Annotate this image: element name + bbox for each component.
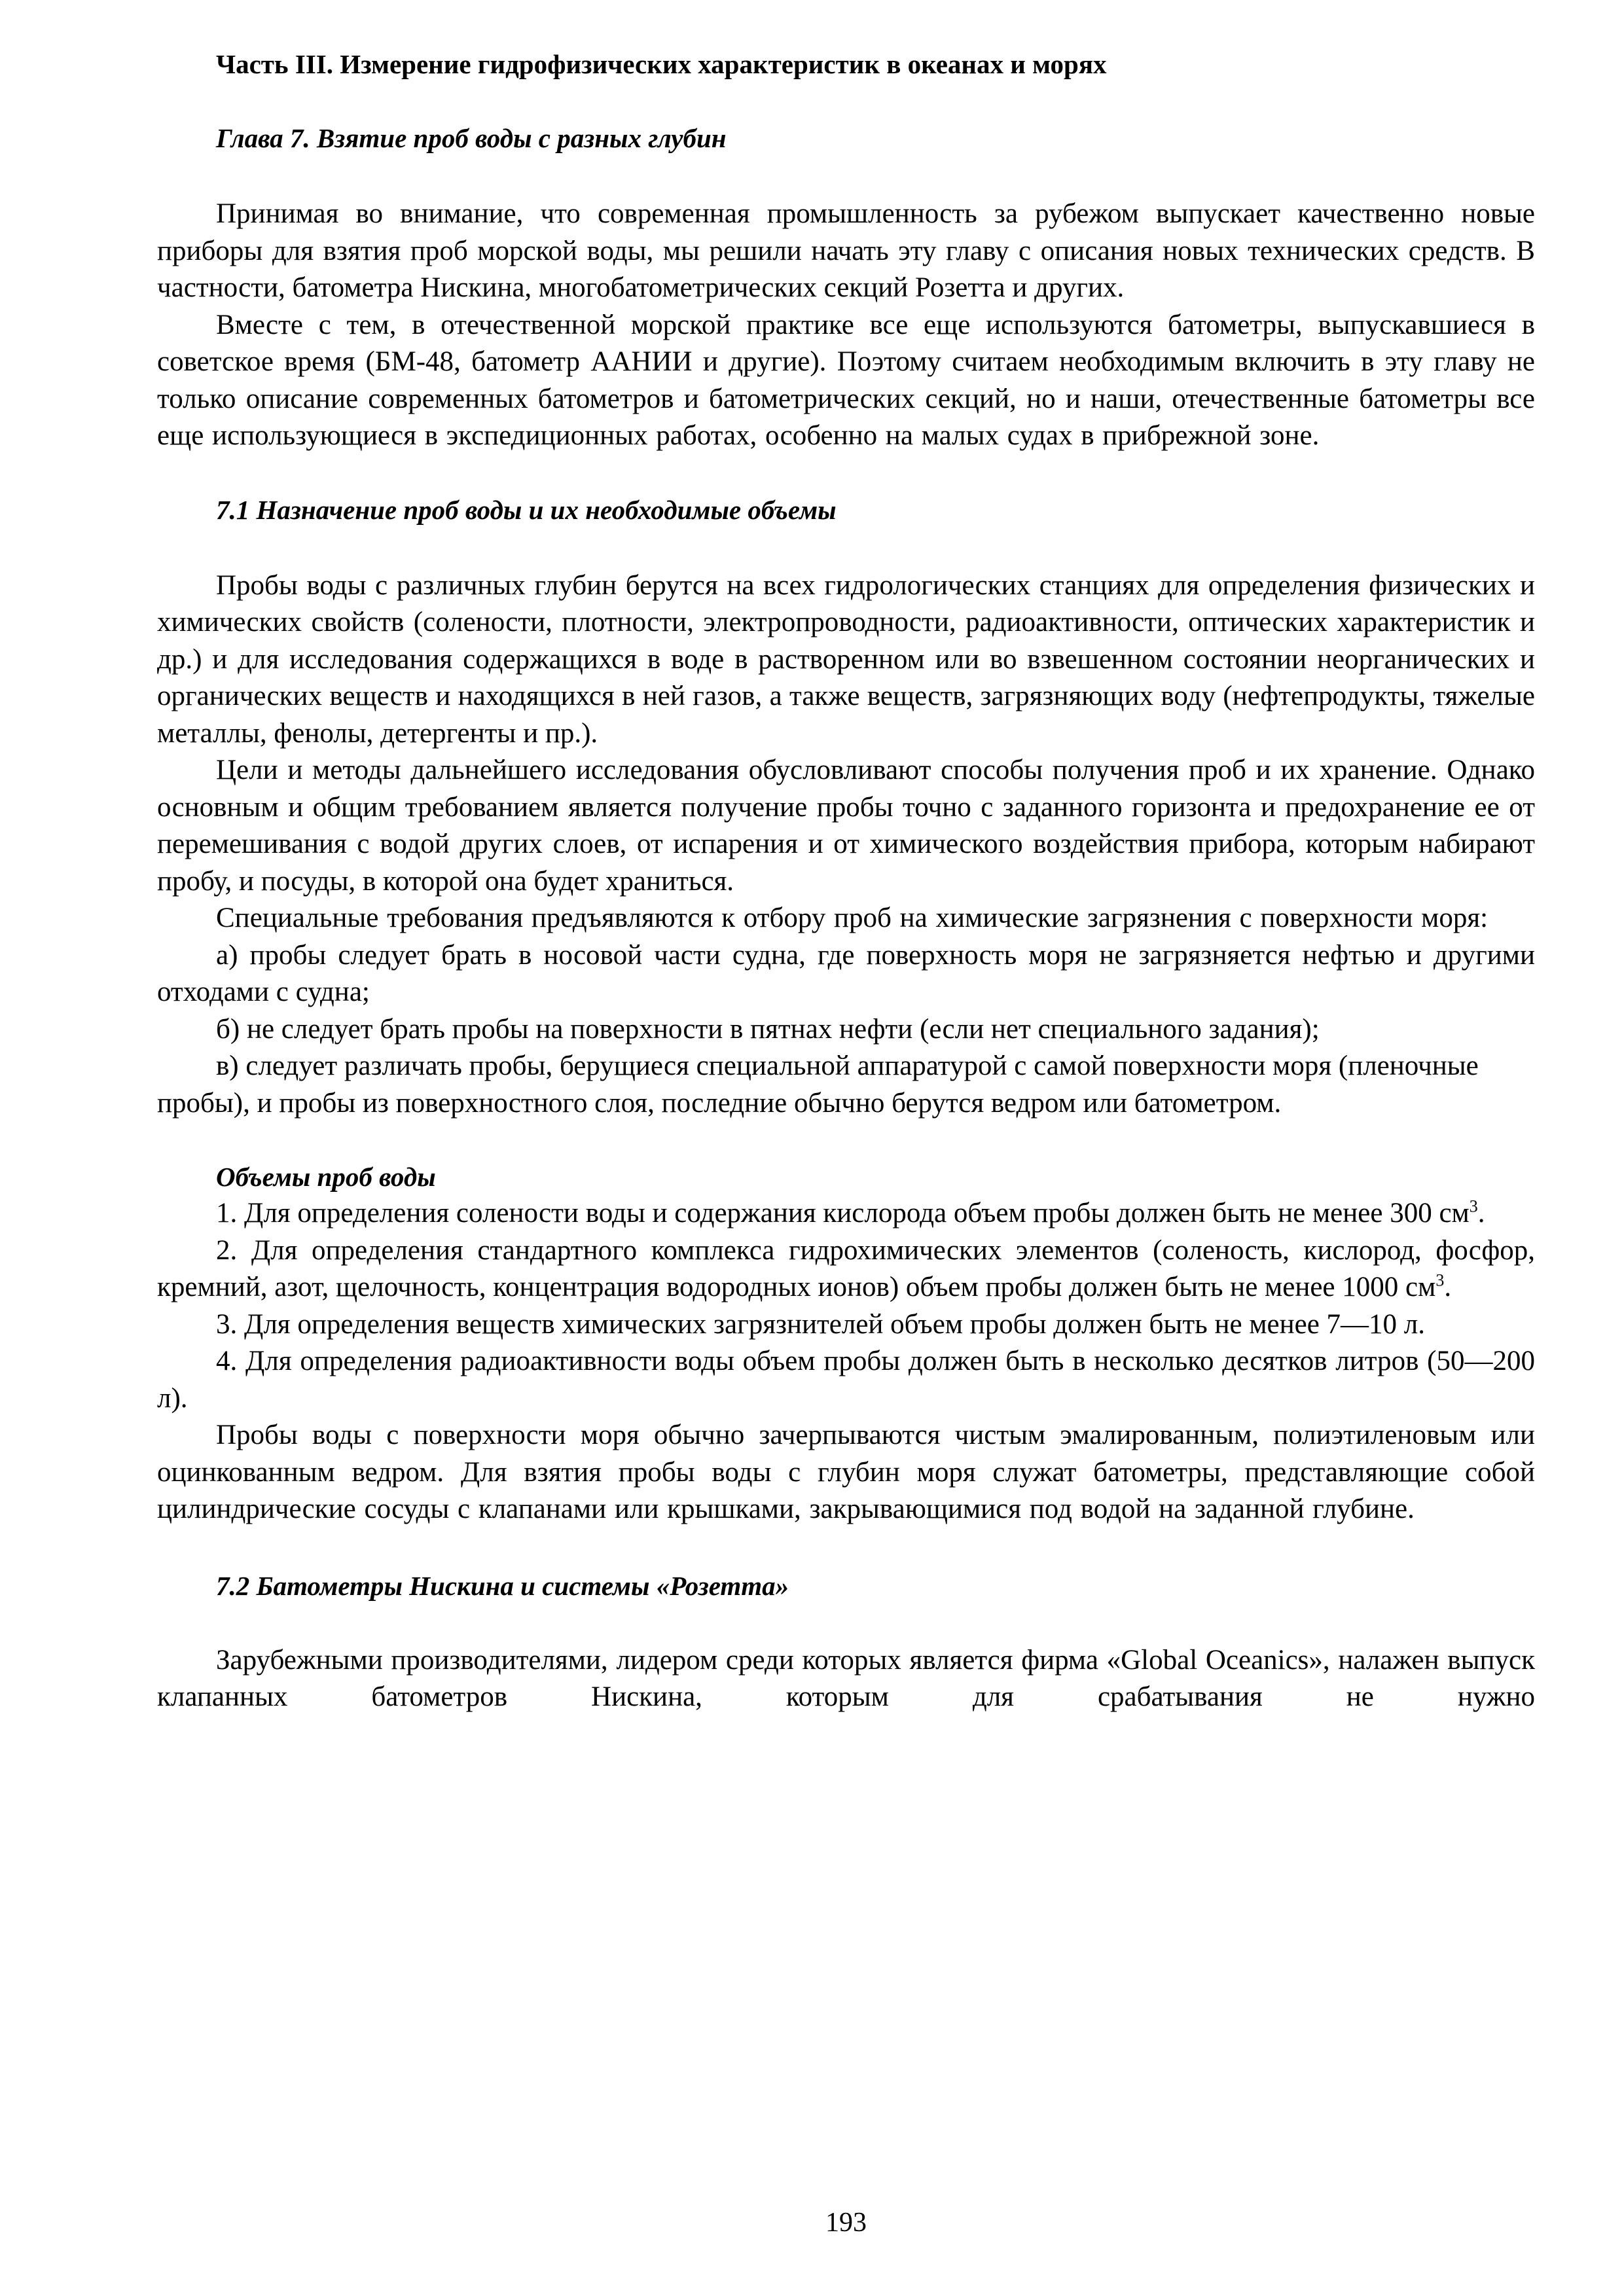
volume-item-1-text: 1. Для определения солености воды и содержания кислорода объем пробы должен быть не менее 300 см: [216, 1198, 1470, 1229]
section-7-1-paragraph-2: Цели и методы дальнейшего исследования обусловливают способы получения проб и их хранение. Однако основным и общим требованием является получение пробы точно с заданного горизонта и предохранение ее от перемешивания с водой других слоев, от испарения и от химического воздействия прибора, которым набирают пробу, и посуды, в которой она будет храниться.: [157, 755, 1535, 897]
spacer: [157, 455, 1535, 492]
chapter-title: Глава 7. Взятие проб воды с разных глубин: [216, 123, 727, 153]
superscript: 3: [1469, 1196, 1478, 1216]
spacer: [157, 1604, 1535, 1642]
spacer: [157, 528, 1535, 567]
requirement-item-a: а) пробы следует брать в носовой части судна, где поверхность моря не загрязняется нефтью и другими отходами с судна;: [157, 939, 1535, 1007]
requirement-item-c: в) следует различать пробы, берущиеся специальной аппаратурой с самой поверхности моря (пленочные пробы), и пробы из поверхностного слоя, последние обычно берутся ведром или батометром.: [157, 1050, 1479, 1119]
part-title: Часть III. Измерение гидрофизических характеристик в океанах и морях: [216, 49, 1107, 79]
superscript: 3: [1435, 1270, 1445, 1290]
section-7-1-paragraph-3: Специальные требования предъявляются к отбору проб на химические загрязнения с поверхности моря:: [216, 903, 1489, 933]
volumes-heading: Объемы проб воды: [216, 1162, 436, 1192]
volume-item-2: [157, 1232, 1535, 1306]
spacer: [157, 1122, 1535, 1158]
volume-item-3: 3. Для определения веществ химических загрязнителей объем пробы должен быть не менее 7—10 л.: [216, 1308, 1426, 1340]
intro-paragraph-1: Принимая во внимание, что современная промышленность за рубежом выпускает качественно новые приборы для взятия проб морской воды, мы решили начать эту главу с описания новых технических средств. В частности, батометра Нискина, многобатометрических секций Розетта и других.: [157, 198, 1535, 303]
document-page: [157, 46, 1535, 2258]
spacer: [157, 1528, 1535, 1568]
volume-item-2-text: 2. Для определения стандартного комплекса гидрохимических элементов (соленость, кислород, фосфор, кремний, азот, щелочность, концентрация водородных ионов) объем пробы должен быть не менее 1000 см: [157, 1234, 1535, 1302]
section-7-2-title: 7.2 Батометры Нискина и системы «Розетта»: [216, 1570, 789, 1601]
page-number: 193: [825, 2208, 867, 2238]
section-7-1-paragraph-1: Пробы воды с различных глубин берутся на всех гидрологических станциях для определения физических и химических свойств (солености, плотности, электропроводности, радиоактивности, оптических характеристик и др.) и для исследования содержащихся в воде в растворенном или во взвешенном состоянии неорганических и органических веществ и находящихся в ней газов, а также веществ, загрязняющих воду (нефтепродукты, тяжелые металлы, фенолы, детергенты и пр.).: [157, 569, 1535, 749]
requirement-item-b: б) не следует брать пробы на поверхности в пятнах нефти (если нет специального задания);: [216, 1013, 1320, 1045]
volume-item-1: [157, 1195, 1535, 1232]
intro-paragraph-2: Вместе с тем, в отечественной морской практике все еще используются батометры, выпускавшиеся в советское время (БМ-48, батометр ААНИИ и другие). Поэтому считаем необходимым включить в эту главу не только описание современных батометров и батометрических секций, но и наши, отечественные батометры все еще использующиеся в экспедиционных работах, особенно на малых судах в прибрежной зоне.: [157, 309, 1535, 451]
volumes-paragraph: Пробы воды с поверхности моря обычно зачерпываются чистым эмалированным, полиэтиленовым или оцинкованным ведром. Для взятия пробы воды с глубин моря служат батометры, представляющие собой цилиндрические сосуды с клапанами или крышками, закрывающимися под водой на заданной глубине.: [157, 1420, 1535, 1524]
spacer: [157, 156, 1535, 196]
volume-item-4: 4. Для определения радиоактивности воды объем пробы должен быть в несколько десятков литров (50—200 л).: [157, 1346, 1535, 1414]
section-7-1-title: 7.1 Назначение проб воды и их необходимые объемы: [216, 494, 837, 525]
volume-item-2-end: .: [1444, 1272, 1452, 1302]
volume-item-1-end: .: [1477, 1198, 1485, 1229]
section-7-2-paragraph-1: Зарубежными производителями, лидером среди которых является фирма «Global Oceanics», налажен выпуск клапанных батометров Нискина, которым для срабатывания не нужно: [157, 1644, 1535, 1712]
